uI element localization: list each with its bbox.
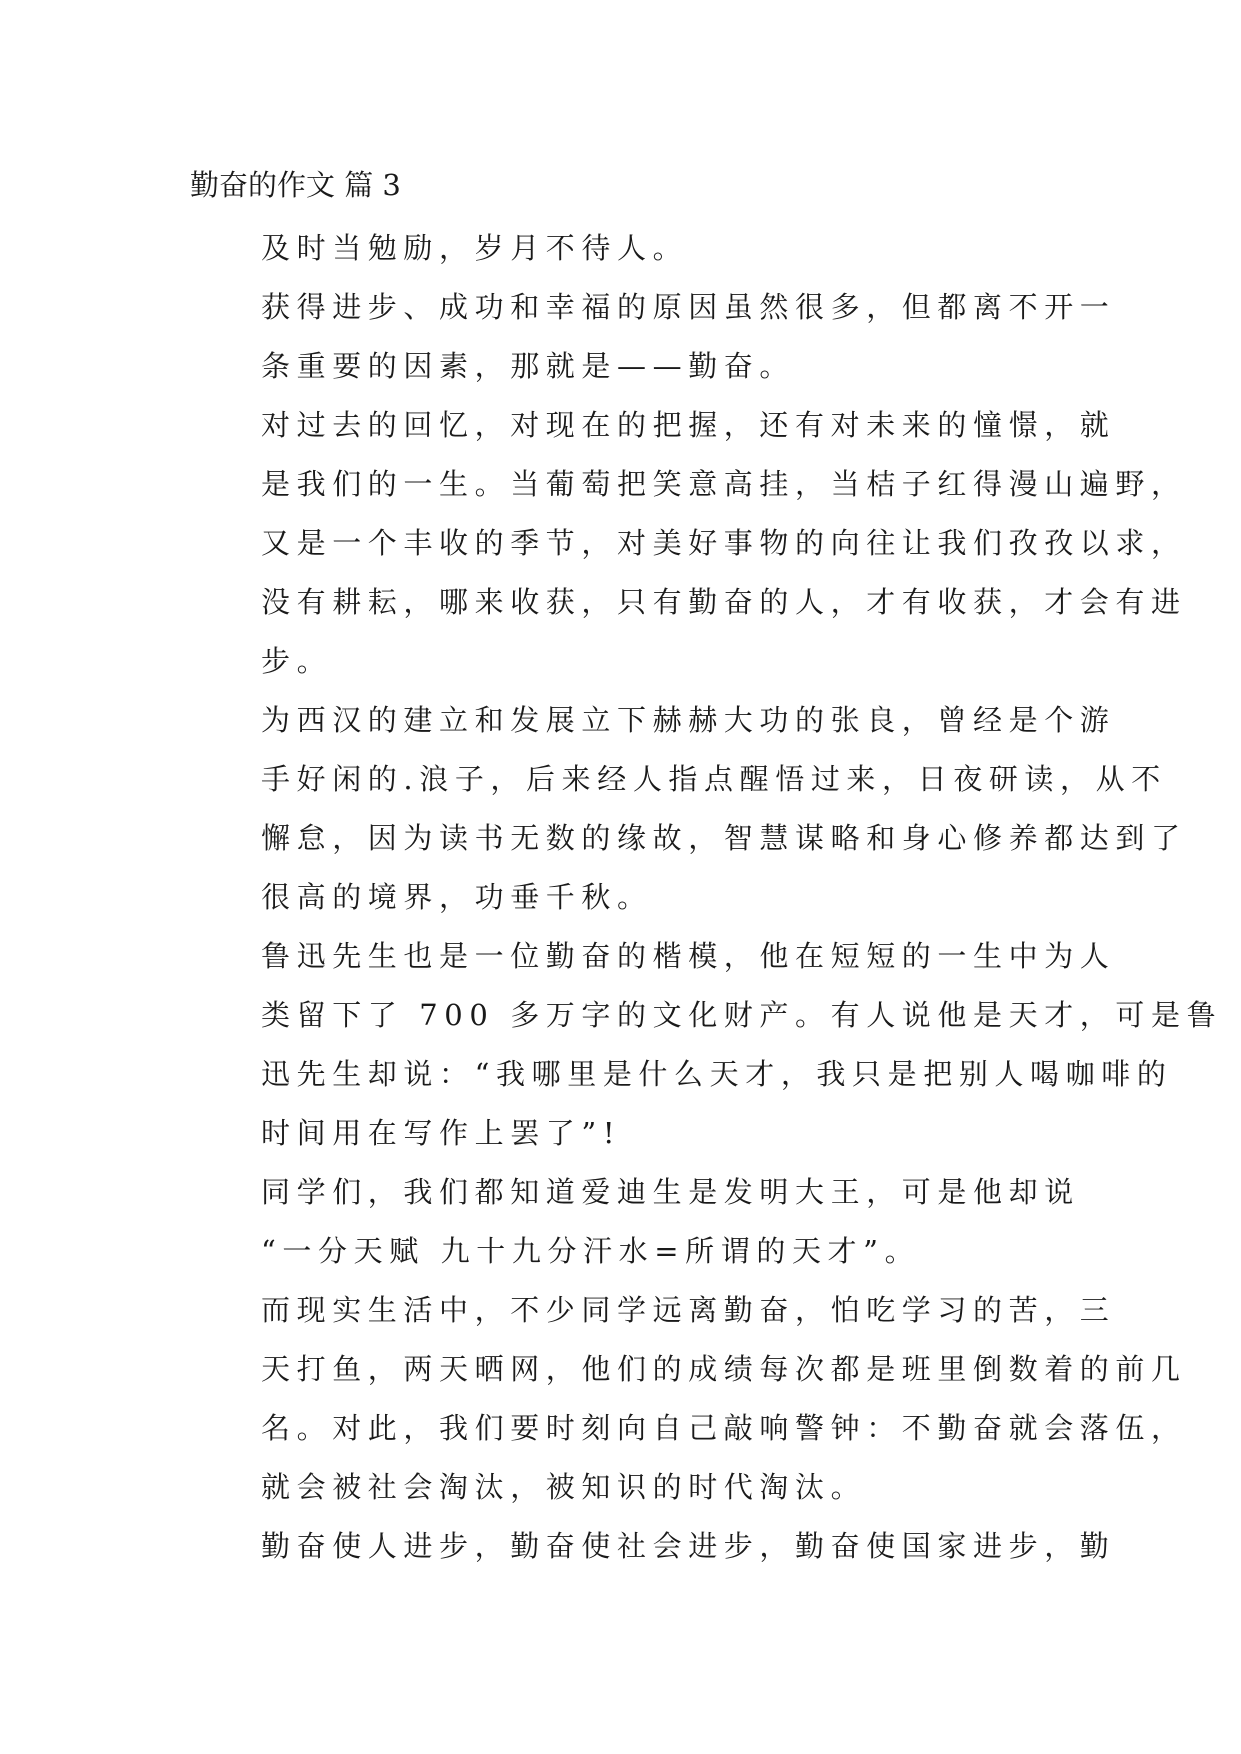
- paragraph-line: 而现实生活中，不少同学远离勤奋，怕吃学习的苦，三: [261, 1293, 1116, 1327]
- paragraph-line: 为西汉的建立和发展立下赫赫大功的张良，曾经是个游: [261, 703, 1116, 737]
- paragraph: [190, 278, 1116, 396]
- paragraph-line: 没有耕耘，哪来收获，只有勤奋的人，才有收获，才会有进: [261, 585, 1187, 619]
- paragraph-line: 勤奋使人进步，勤奋使社会进步，勤奋使国家进步，勤: [261, 1529, 1116, 1563]
- paragraph-line: 鲁迅先生也是一位勤奋的楷模，他在短短的一生中为人: [261, 939, 1116, 973]
- paragraph-line: 对过去的回忆，对现在的把握，还有对未来的憧憬，就: [261, 408, 1116, 442]
- paragraph-line: 名。对此，我们要时刻向自己敲响警钟：不勤奋就会落伍，: [261, 1411, 1187, 1445]
- paragraph-line: 及时当勉励，岁月不待人。: [261, 231, 689, 265]
- paragraph-line: 是我们的一生。当葡萄把笑意高挂，当桔子红得漫山遍野，: [261, 467, 1187, 501]
- paragraph: [190, 396, 1187, 691]
- paragraph-line: 迅先生却说：“我哪里是什么天才，我只是把别人喝咖啡的: [261, 1057, 1173, 1091]
- paragraph-line: 就会被社会淘汰，被知识的时代淘汰。: [261, 1470, 867, 1504]
- paragraph-line: 条重要的因素，那就是——勤奋。: [261, 349, 796, 383]
- paragraph-line: 同学们，我们都知道爱迪生是发明大王，可是他却说: [261, 1175, 1080, 1209]
- paragraph-line: 手好闲的.浪子，后来经人指点醒悟过来，日夜研读，从不: [261, 762, 1167, 796]
- essay-body: [190, 219, 1223, 1576]
- paragraph: [190, 927, 1223, 1163]
- paragraph-line: 获得进步、成功和幸福的原因虽然很多，但都离不开一: [261, 290, 1116, 324]
- paragraph-line: 懈怠，因为读书无数的缘故，智慧谋略和身心修养都达到了: [261, 821, 1187, 855]
- paragraph-line: 类留下了 700 多万字的文化财产。有人说他是天才，可是鲁: [261, 998, 1223, 1032]
- paragraph-line: 又是一个丰收的季节，对美好事物的向往让我们孜孜以求，: [261, 526, 1187, 560]
- paragraph-line: 步。: [261, 644, 333, 678]
- paragraph: [190, 1281, 1187, 1517]
- paragraph: [190, 1163, 1080, 1281]
- paragraph-line: “一分天赋 九十九分汗水=所谓的天才”。: [261, 1234, 921, 1268]
- paragraph-line: 天打鱼，两天晒网，他们的成绩每次都是班里倒数着的前几: [261, 1352, 1187, 1386]
- paragraph-line: 时间用在写作上罢了”!: [261, 1116, 622, 1150]
- essay-title: 勤奋的作文 篇 3: [190, 168, 401, 202]
- paragraph: [190, 219, 1055, 278]
- paragraph-line: 很高的境界，功垂千秋。: [261, 880, 653, 914]
- paragraph: [190, 691, 1187, 927]
- paragraph: [190, 1517, 1116, 1576]
